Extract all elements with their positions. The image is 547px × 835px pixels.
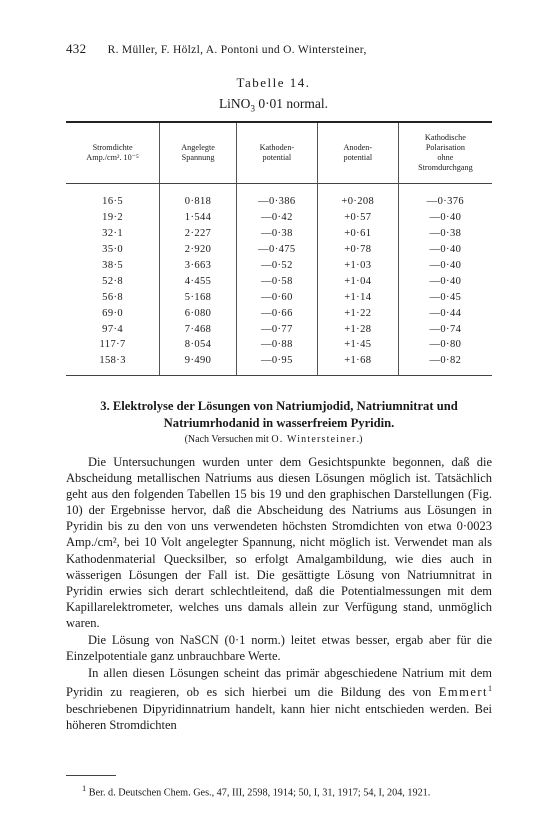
running-title: R. Müller, F. Hölzl, A. Pontoni und O. Wintersteiner,	[107, 44, 367, 56]
table-cell: —0·40	[398, 273, 492, 289]
table-cell: —0·42	[236, 210, 317, 226]
table-cell: 158·3	[66, 353, 160, 375]
column-header-cathodic-polarisation: Kathodische Polarisation ohne Stromdurchgang	[398, 122, 492, 184]
table-cell: +1·04	[317, 273, 398, 289]
table-cell: 35·0	[102, 244, 124, 256]
footnote-text: Ber. d. Deutschen Chem. Ges., 47, III, 2598, 1914; 50, I, 31, 1917; 54, I, 204, 1921.	[86, 787, 431, 799]
cited-author: Emmert	[438, 685, 488, 700]
collaborator-name: O. Wintersteiner	[271, 434, 357, 445]
table-cell: +1·22	[317, 305, 398, 321]
table-row	[66, 337, 492, 353]
table-cell: —0·74	[398, 321, 492, 337]
table-cell: 6·080	[160, 305, 237, 321]
table-cell: 3·663	[160, 258, 237, 274]
table-row	[66, 353, 492, 375]
table-cell: —0·82	[398, 353, 492, 375]
table-cell: +1·68	[317, 353, 398, 375]
table-row	[66, 184, 492, 210]
table-cell: 32·1	[102, 228, 124, 240]
table-cell: 2·227	[160, 226, 237, 242]
paragraph: Die Lösung von NaSCN (0·1 norm.) leitet etwas besser, ergab aber für die Einzelpotentiale ganz unbrauchbare Werte.	[66, 633, 492, 664]
table-cell: —0·38	[236, 226, 317, 242]
table-cell: 19·2	[102, 212, 124, 224]
footnote-number: 1	[82, 783, 87, 793]
data-table	[66, 121, 492, 376]
solution-subscript: 3	[250, 103, 255, 114]
footnote	[66, 782, 492, 799]
table-cell: —0·80	[398, 337, 492, 353]
table-cell: 4·455	[160, 273, 237, 289]
table-cell: 97·4	[102, 323, 124, 335]
column-header-anode-potential: Anoden- potential	[317, 122, 398, 184]
column-header-cathode-potential: Kathoden- potential	[236, 122, 317, 184]
table-cell: +0·57	[317, 210, 398, 226]
table-cell: —0·386	[236, 184, 317, 210]
table-cell: +1·45	[317, 337, 398, 353]
table-cell: —0·45	[398, 289, 492, 305]
table-cell: 117·7	[99, 339, 126, 351]
table-caption: Tabelle 14.	[236, 75, 311, 90]
table-cell: —0·376	[398, 184, 492, 210]
table-row	[66, 289, 492, 305]
table-cell: —0·475	[236, 242, 317, 258]
table-cell: —0·40	[398, 258, 492, 274]
table-cell: +1·14	[317, 289, 398, 305]
table-cell: 16·5	[102, 196, 124, 208]
table-cell: —0·58	[236, 273, 317, 289]
paragraph: In allen diesen Lösungen scheint das primär abgeschiedene Natrium mit dem Pyridin zu reagieren, ob es sich hierbei um die Bildung des von Emmert$^1$ beschriebenen Dipyridinnatrium handelt, kann hier nicht entschieden werden. Bei höheren Stromdichten	[66, 666, 492, 732]
footnote-marker: 1	[488, 684, 492, 694]
table-subcaption	[0, 96, 547, 114]
column-header-current-density: Stromdichte Amp./cm². 10⁻⁵	[66, 122, 160, 184]
table-cell: 69·0	[102, 307, 124, 319]
table-row	[66, 210, 492, 226]
table-cell: —0·52	[236, 258, 317, 274]
table-cell: —0·40	[398, 242, 492, 258]
table-row	[66, 242, 492, 258]
table-cell: 9·490	[160, 353, 237, 375]
section-note: (Nach Versuchen mit O. Wintersteiner.)	[184, 434, 363, 445]
table-cell: 7·468	[160, 321, 237, 337]
table-cell: +1·03	[317, 258, 398, 274]
table-cell: —0·88	[236, 337, 317, 353]
section-title: 3. Elektrolyse der Lösungen von Natriumjodid, Natriumnitrat und Natriumrhodanid in wasserfreiem Pyridin.	[100, 399, 458, 430]
table-row	[66, 273, 492, 289]
table-cell: +0·61	[317, 226, 398, 242]
table-header-row	[66, 122, 492, 184]
table-row	[66, 305, 492, 321]
table-cell: +1·28	[317, 321, 398, 337]
table-cell: +0·208	[317, 184, 398, 210]
table-cell: —0·38	[398, 226, 492, 242]
table-cell: —0·44	[398, 305, 492, 321]
table-row	[66, 226, 492, 242]
table-cell: —0·77	[236, 321, 317, 337]
table-cell: 2·920	[160, 242, 237, 258]
table-cell: —0·40	[398, 210, 492, 226]
table-cell: 8·054	[160, 337, 237, 353]
solution-formula: LiNO	[218, 96, 251, 111]
table-row	[66, 321, 492, 337]
table-cell: 5·168	[160, 289, 237, 305]
table-cell: 0·818	[160, 184, 237, 210]
page-number: 432	[66, 41, 87, 56]
table-cell: —0·60	[236, 289, 317, 305]
footnote-rule	[66, 775, 116, 776]
body-text	[66, 454, 492, 734]
table-cell: —0·66	[236, 305, 317, 321]
table-row	[66, 258, 492, 274]
solution-concentration: 0·01 normal.	[254, 96, 329, 111]
table-cell: 1·544	[160, 210, 237, 226]
paragraph: Die Untersuchungen wurden unter dem Gesichtspunkte begonnen, daß die Abscheidung metallischen Natriums aus diesen Lösungen möglich ist. Tatsächlich geht aus den folgenden Tabellen 15 bis 19 und den graphischen Darstellungen (Fig. 10) der Ergebnisse hervor, daß die Abscheidung des Natriums aus Lösungen in Pyridin bis zu den von uns verwendeten höchsten Stromdichten von etwa 0·0023 Amp./cm², bei 10 Volt angelegter Spannung, nicht möglich ist. Verwendet man als Kathodenmaterial Quecksilber, so erfolgt Amalgambildung, wie dies auch in wässerigen Lösungen der Fall ist. Die gesättigte Lösung von Natriumnitrat in Pyridin erwies sich derart schlechtleitend, daß die Potentialmessungen mit dem Kapillarelektrometer, welches uns damals allein zur Verfügung stand, unmöglich waren.	[66, 455, 492, 630]
table-cell: —0·95	[236, 353, 317, 375]
table-cell: 38·5	[102, 260, 124, 271]
table-cell: 56·8	[102, 291, 124, 303]
table-cell: 52·8	[102, 275, 124, 287]
column-header-applied-voltage: Angelegte Spannung	[160, 122, 237, 184]
table-cell: +0·78	[317, 242, 398, 258]
running-header	[66, 41, 486, 57]
